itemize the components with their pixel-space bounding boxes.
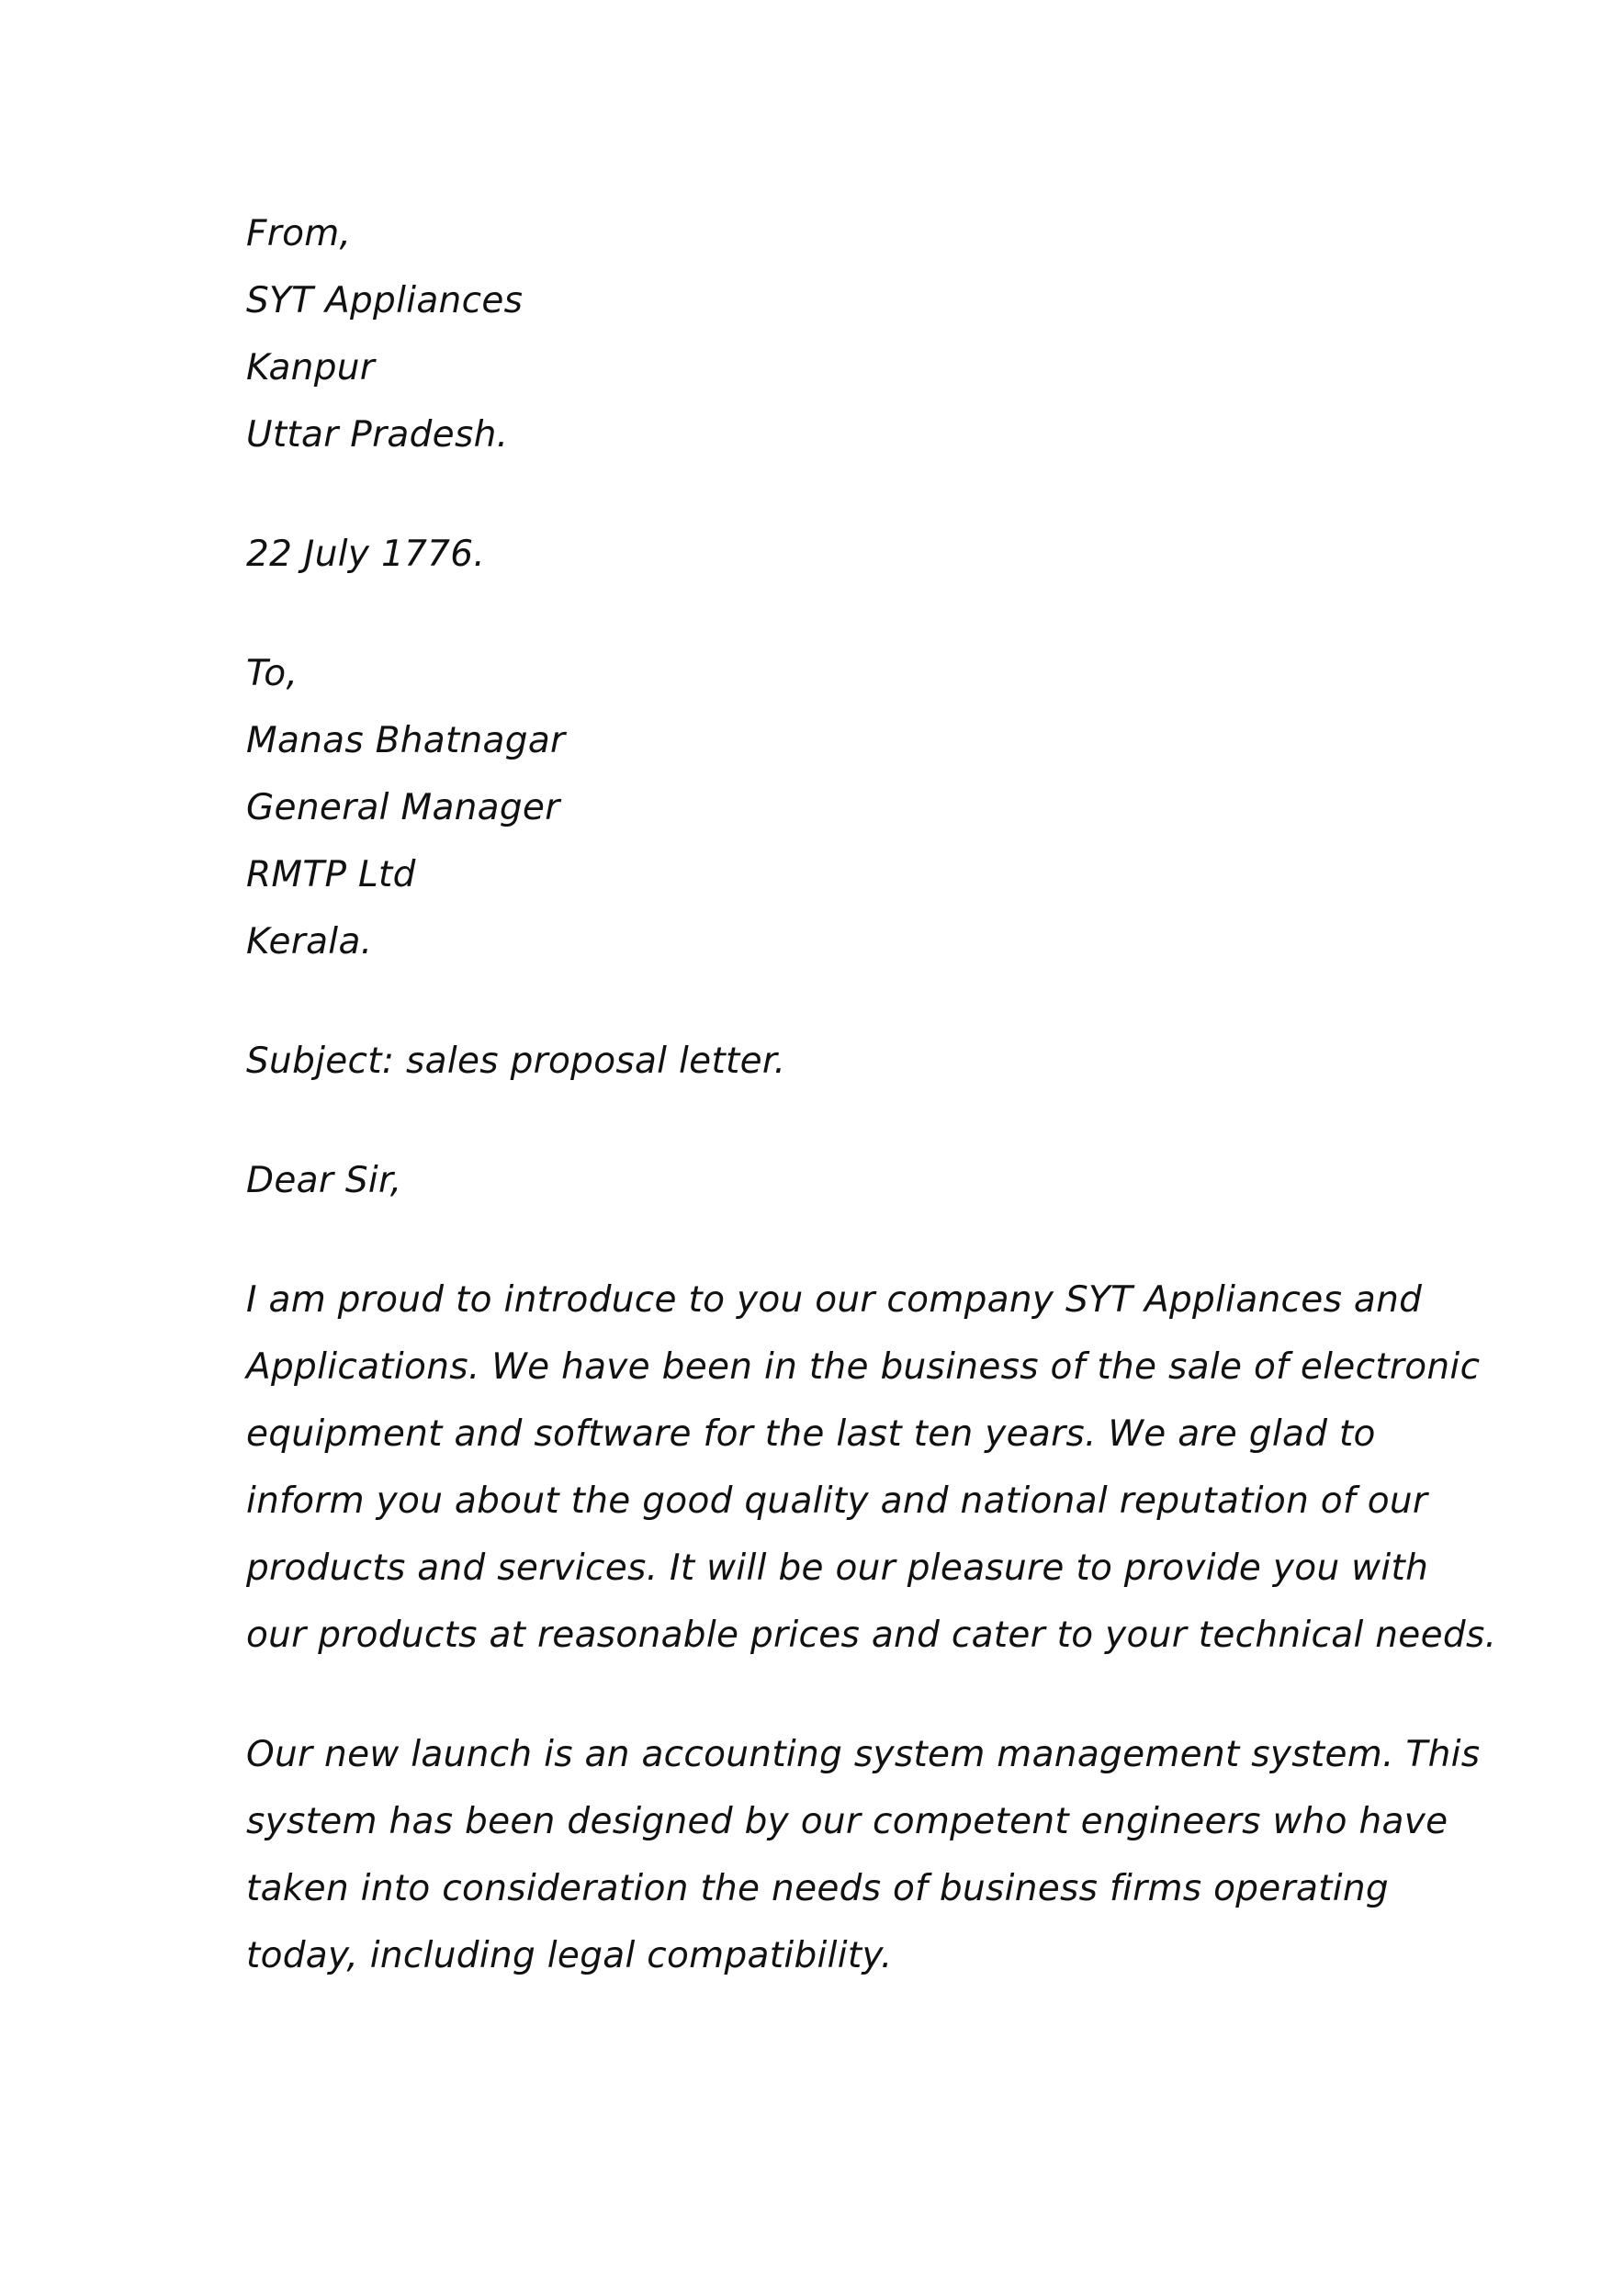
recipient-block — [246, 640, 1440, 975]
paragraph-line: products and services. It will be our pleasure to provide you with — [246, 1548, 1429, 1589]
paragraph-line: Applications. We have been in the business of the sale of electronic — [246, 1346, 1481, 1388]
paragraph-line: taken into consideration the needs of business firms operating — [246, 1868, 1389, 1909]
paragraph-launch — [246, 1721, 1481, 1989]
sender-city: Kanpur — [246, 347, 376, 388]
subject-block — [246, 1028, 1440, 1095]
paragraph-line: Our new launch is an accounting system management system. This — [246, 1734, 1481, 1775]
sender-heading: From, — [246, 213, 352, 254]
paragraph-line: equipment and software for the last ten years. We are glad to — [246, 1413, 1376, 1455]
sender-state: Uttar Pradesh. — [246, 414, 509, 456]
recipient-heading: To, — [246, 653, 299, 694]
paragraph-line: our products at reasonable prices and cater to your technical needs. — [246, 1615, 1497, 1656]
sender-block — [246, 200, 1440, 468]
recipient-company: RMTP Ltd — [246, 854, 416, 895]
paragraph-line: system has been designed by our competent engineers who have — [246, 1801, 1448, 1842]
letter-date: 22 July 1776. — [246, 534, 486, 575]
date-block — [246, 521, 1440, 588]
sender-name: SYT Appliances — [246, 280, 524, 321]
salutation-block — [246, 1147, 1440, 1214]
recipient-title: General Manager — [246, 787, 560, 828]
letter-body — [246, 200, 1497, 1989]
subject-line: Subject: sales proposal letter. — [246, 1041, 786, 1082]
paragraph-intro — [246, 1266, 1497, 1669]
recipient-state: Kerala. — [246, 921, 373, 962]
salutation: Dear Sir, — [246, 1160, 402, 1201]
recipient-name: Manas Bhatnagar — [246, 720, 566, 761]
paragraph-line: I am proud to introduce to you our company SYT Appliances and — [246, 1279, 1423, 1321]
paragraph-line: inform you about the good quality and national reputation of our — [246, 1480, 1428, 1522]
paragraph-line: today, including legal compatibility. — [246, 1935, 893, 1976]
